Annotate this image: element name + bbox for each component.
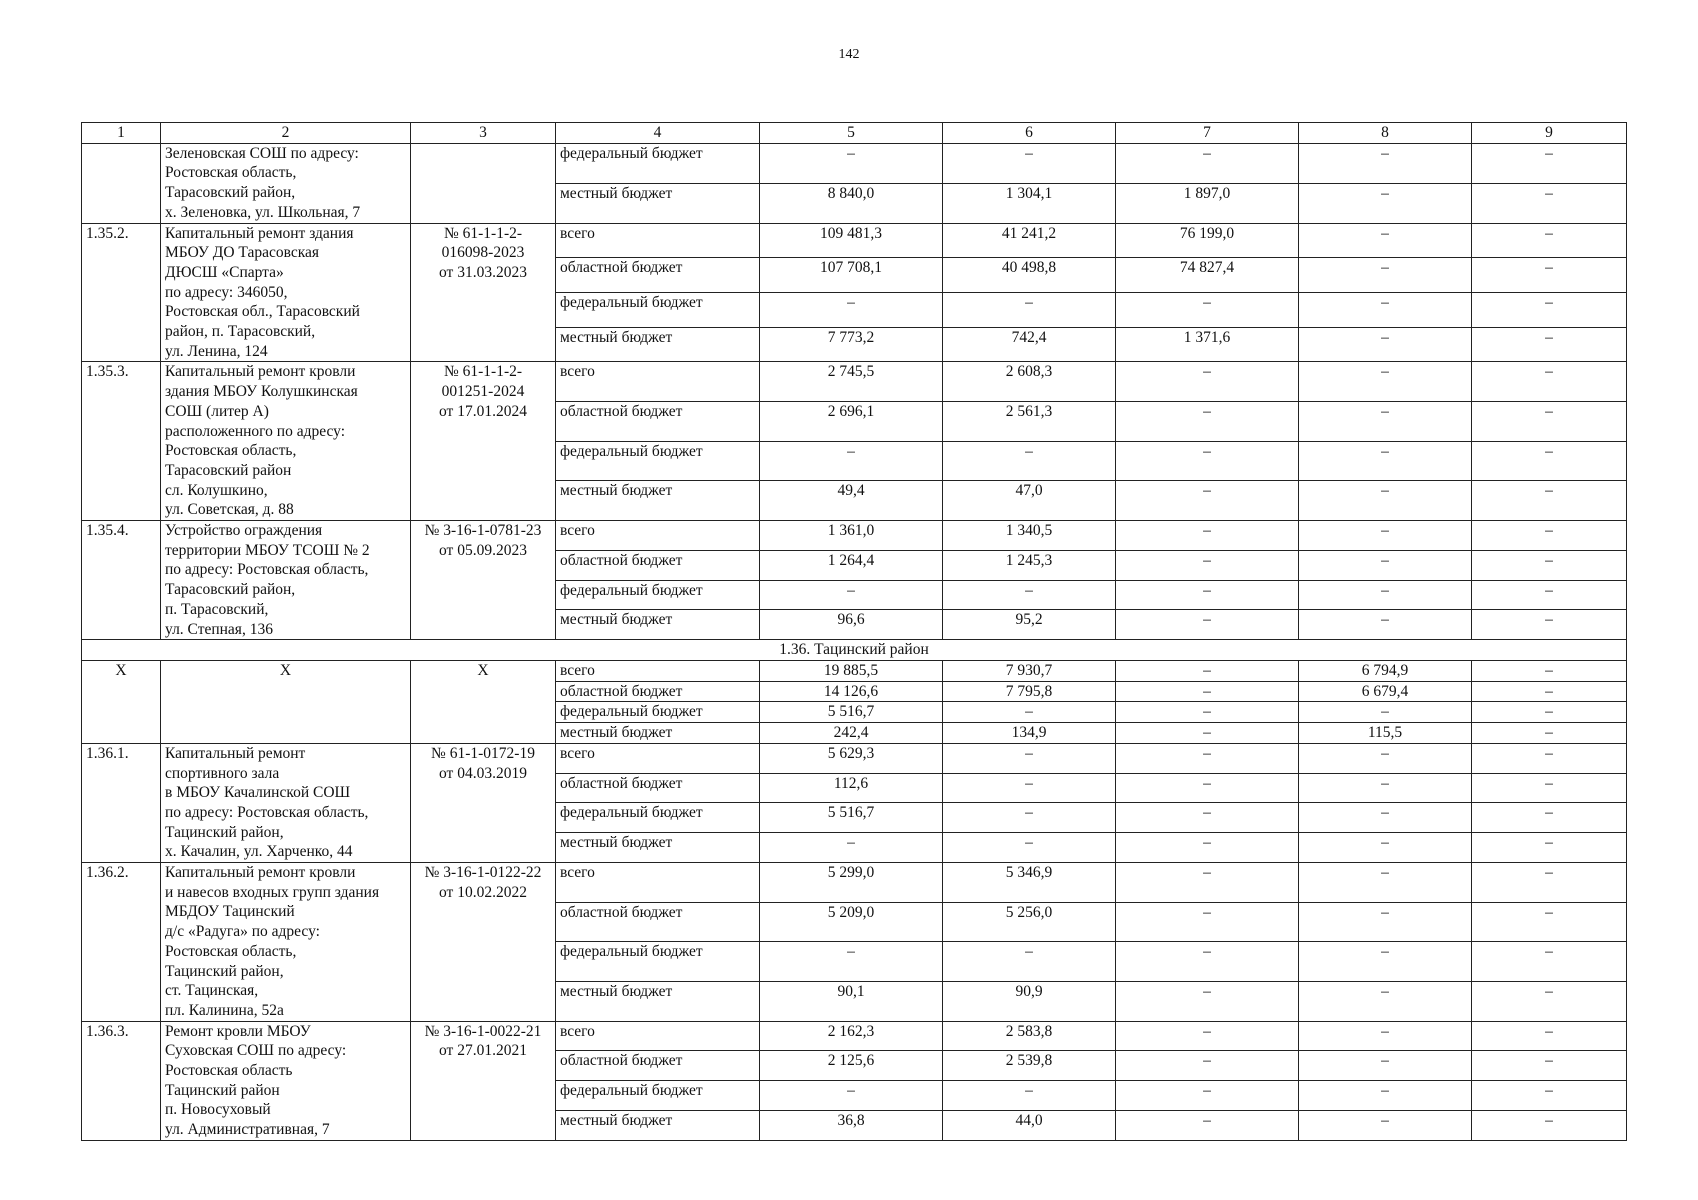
amount-cell: 5 256,0 bbox=[943, 902, 1116, 942]
amount-cell: 109 481,3 bbox=[760, 223, 943, 258]
budget-table bbox=[81, 122, 1627, 1141]
text-line: Ростовская обл., Тарасовский bbox=[165, 303, 360, 321]
amount-cell: – bbox=[1472, 362, 1627, 402]
amount-cell: – bbox=[1299, 1051, 1472, 1081]
amount-cell: – bbox=[1472, 481, 1627, 521]
amount-cell: – bbox=[1472, 610, 1627, 640]
text-line: ул. Административная, 7 bbox=[165, 1121, 330, 1139]
amount-cell: – bbox=[1116, 981, 1299, 1021]
budget-type: областной бюджет bbox=[556, 773, 760, 803]
text-line: здания МБОУ Колушкинская bbox=[165, 383, 358, 401]
amount-cell: – bbox=[760, 580, 943, 610]
amount-cell: – bbox=[1299, 863, 1472, 903]
column-number: 4 bbox=[556, 123, 760, 144]
text-line: от 04.03.2019 bbox=[439, 764, 527, 782]
amount-cell: – bbox=[1116, 580, 1299, 610]
amount-cell: – bbox=[1472, 258, 1627, 293]
document-reference bbox=[411, 1021, 556, 1140]
text-line: район, п. Тарасовский, bbox=[165, 323, 316, 341]
object-description bbox=[161, 362, 411, 521]
amount-cell: – bbox=[1472, 981, 1627, 1021]
table-row bbox=[82, 863, 1627, 903]
amount-cell: – bbox=[760, 942, 943, 982]
column-number-row bbox=[82, 123, 1627, 144]
amount-cell: – bbox=[1299, 521, 1472, 551]
amount-cell: – bbox=[1299, 223, 1472, 258]
amount-cell: 90,9 bbox=[943, 981, 1116, 1021]
text-line: п. Новосуховый bbox=[165, 1101, 271, 1119]
budget-type: федеральный бюджет bbox=[556, 143, 760, 183]
text-line: ст. Тацинская, bbox=[165, 982, 259, 1000]
amount-cell: – bbox=[1472, 773, 1627, 803]
table-row bbox=[82, 362, 1627, 402]
amount-cell: – bbox=[1472, 402, 1627, 442]
budget-type: федеральный бюджет bbox=[556, 292, 760, 327]
amount-cell: 2 583,8 bbox=[943, 1021, 1116, 1051]
amount-cell: – bbox=[1299, 1111, 1472, 1141]
amount-cell: 5 516,7 bbox=[760, 702, 943, 723]
amount-cell: 2 162,3 bbox=[760, 1021, 943, 1051]
text-line: от 10.02.2022 bbox=[439, 883, 527, 901]
item-number: 1.36.2. bbox=[82, 863, 161, 1022]
text-line: и навесов входных групп здания bbox=[165, 883, 380, 901]
amount-cell: 6 794,9 bbox=[1299, 660, 1472, 681]
amount-cell: 7 930,7 bbox=[943, 660, 1116, 681]
amount-cell: – bbox=[1299, 441, 1472, 481]
amount-cell: 5 209,0 bbox=[760, 902, 943, 942]
amount-cell: 1 304,1 bbox=[943, 183, 1116, 223]
amount-cell: – bbox=[943, 143, 1116, 183]
document-reference bbox=[411, 223, 556, 362]
amount-cell: 7 773,2 bbox=[760, 327, 943, 362]
text-line: № 3-16-1-0122-22 bbox=[424, 864, 542, 882]
amount-cell: – bbox=[1472, 183, 1627, 223]
amount-cell: – bbox=[1299, 550, 1472, 580]
text-line: Тацинский район bbox=[165, 1081, 280, 1099]
text-line: Устройство ограждения bbox=[165, 522, 323, 540]
table-row bbox=[82, 521, 1627, 551]
text-line: Зеленовская СОШ по адресу: bbox=[165, 144, 359, 162]
amount-cell: – bbox=[760, 441, 943, 481]
amount-cell: – bbox=[943, 580, 1116, 610]
document-reference bbox=[411, 743, 556, 862]
amount-cell: – bbox=[1472, 681, 1627, 702]
text-line: спортивного зала bbox=[165, 764, 280, 782]
amount-cell: – bbox=[1116, 803, 1299, 833]
amount-cell: – bbox=[1472, 292, 1627, 327]
amount-cell: 14 126,6 bbox=[760, 681, 943, 702]
column-number: 5 bbox=[760, 123, 943, 144]
amount-cell: – bbox=[1299, 942, 1472, 982]
amount-cell: 74 827,4 bbox=[1116, 258, 1299, 293]
amount-cell: – bbox=[1299, 481, 1472, 521]
budget-type: местный бюджет bbox=[556, 833, 760, 863]
budget-type: федеральный бюджет bbox=[556, 942, 760, 982]
text-line: Тацинский район, bbox=[165, 962, 284, 980]
text-line: № 61-1-0172-19 bbox=[431, 744, 535, 762]
amount-cell: – bbox=[1116, 863, 1299, 903]
amount-cell: 96,6 bbox=[760, 610, 943, 640]
amount-cell: – bbox=[1116, 1111, 1299, 1141]
amount-cell: – bbox=[1116, 402, 1299, 442]
amount-cell: 8 840,0 bbox=[760, 183, 943, 223]
text-line: Суховская СОШ по адресу: bbox=[165, 1042, 347, 1060]
budget-type: областной бюджет bbox=[556, 902, 760, 942]
text-line: Тарасовский район, bbox=[165, 184, 296, 202]
text-line: № 61-1-1-2- bbox=[443, 363, 523, 381]
amount-cell: 2 696,1 bbox=[760, 402, 943, 442]
column-number: 2 bbox=[161, 123, 411, 144]
table-row bbox=[82, 143, 1627, 183]
amount-cell: 5 629,3 bbox=[760, 743, 943, 773]
text-line: от 27.01.2021 bbox=[439, 1042, 527, 1060]
amount-cell: 742,4 bbox=[943, 327, 1116, 362]
amount-cell: – bbox=[1299, 362, 1472, 402]
amount-cell: 1 340,5 bbox=[943, 521, 1116, 551]
budget-type: областной бюджет bbox=[556, 258, 760, 293]
amount-cell: 2 539,8 bbox=[943, 1051, 1116, 1081]
amount-cell: – bbox=[1299, 803, 1472, 833]
budget-type: местный бюджет bbox=[556, 610, 760, 640]
amount-cell: 107 708,1 bbox=[760, 258, 943, 293]
text-line: по адресу: Ростовская область, bbox=[165, 803, 369, 821]
budget-type: федеральный бюджет bbox=[556, 803, 760, 833]
amount-cell: 95,2 bbox=[943, 610, 1116, 640]
amount-cell: 1 264,4 bbox=[760, 550, 943, 580]
amount-cell: 1 371,6 bbox=[1116, 327, 1299, 362]
amount-cell: – bbox=[1472, 743, 1627, 773]
text-line: пл. Калинина, 52а bbox=[165, 1001, 284, 1019]
amount-cell: – bbox=[1116, 1021, 1299, 1051]
text-line: Ростовская область, bbox=[165, 942, 297, 960]
text-line: № 61-1-1-2- bbox=[443, 224, 523, 242]
amount-cell: 2 745,5 bbox=[760, 362, 943, 402]
text-line: Тацинский район, bbox=[165, 823, 284, 841]
budget-type: федеральный бюджет bbox=[556, 441, 760, 481]
column-number: 1 bbox=[82, 123, 161, 144]
amount-cell: – bbox=[1299, 702, 1472, 723]
item-number: 1.35.2. bbox=[82, 223, 161, 362]
text-line: от 31.03.2023 bbox=[439, 263, 527, 281]
budget-type: всего bbox=[556, 1021, 760, 1051]
column-number: 6 bbox=[943, 123, 1116, 144]
text-line: территории МБОУ ТСОШ № 2 bbox=[165, 541, 370, 559]
amount-cell: – bbox=[1116, 833, 1299, 863]
text-line: сл. Колушкино, bbox=[165, 481, 268, 499]
text-line: Капитальный ремонт bbox=[165, 744, 306, 762]
amount-cell: – bbox=[760, 1081, 943, 1111]
amount-cell: 2 561,3 bbox=[943, 402, 1116, 442]
text-line: Тарасовский район, bbox=[165, 581, 296, 599]
text-line: Х bbox=[279, 661, 292, 679]
amount-cell: – bbox=[943, 803, 1116, 833]
text-line: п. Тарасовский, bbox=[165, 600, 269, 618]
amount-cell: – bbox=[1299, 773, 1472, 803]
object-description bbox=[161, 1021, 411, 1140]
document-reference bbox=[411, 362, 556, 521]
amount-cell: – bbox=[1116, 773, 1299, 803]
amount-cell: – bbox=[1472, 723, 1627, 744]
amount-cell: – bbox=[943, 702, 1116, 723]
amount-cell: – bbox=[1299, 183, 1472, 223]
amount-cell: 76 199,0 bbox=[1116, 223, 1299, 258]
text-line: Тарасовский район bbox=[165, 461, 292, 479]
amount-cell: – bbox=[760, 833, 943, 863]
budget-type: областной бюджет bbox=[556, 681, 760, 702]
amount-cell: – bbox=[943, 942, 1116, 982]
amount-cell: 134,9 bbox=[943, 723, 1116, 744]
amount-cell: – bbox=[1116, 1081, 1299, 1111]
amount-cell: – bbox=[1299, 833, 1472, 863]
amount-cell: – bbox=[943, 1081, 1116, 1111]
text-line: х. Зеленовка, ул. Школьная, 7 bbox=[165, 203, 361, 221]
table-row bbox=[82, 660, 1627, 681]
text-line: Ростовская область bbox=[165, 1062, 293, 1080]
amount-cell: – bbox=[1472, 441, 1627, 481]
amount-cell: – bbox=[1299, 258, 1472, 293]
document-reference bbox=[411, 660, 556, 743]
amount-cell: – bbox=[1472, 1111, 1627, 1141]
text-line: по адресу: 346050, bbox=[165, 283, 288, 301]
amount-cell: 242,4 bbox=[760, 723, 943, 744]
amount-cell: – bbox=[943, 743, 1116, 773]
amount-cell: 47,0 bbox=[943, 481, 1116, 521]
text-line: по адресу: Ростовская область, bbox=[165, 561, 369, 579]
budget-type: всего bbox=[556, 743, 760, 773]
amount-cell: – bbox=[1299, 292, 1472, 327]
text-line: от 05.09.2023 bbox=[439, 541, 527, 559]
amount-cell: 5 516,7 bbox=[760, 803, 943, 833]
amount-cell: – bbox=[1299, 610, 1472, 640]
text-line: № 3-16-1-0022-21 bbox=[424, 1022, 542, 1040]
object-description bbox=[161, 863, 411, 1022]
amount-cell: – bbox=[1299, 1021, 1472, 1051]
column-number: 8 bbox=[1299, 123, 1472, 144]
amount-cell: 40 498,8 bbox=[943, 258, 1116, 293]
amount-cell: – bbox=[1116, 550, 1299, 580]
budget-type: всего bbox=[556, 362, 760, 402]
amount-cell: – bbox=[1472, 863, 1627, 903]
text-line: в МБОУ Качалинской СОШ bbox=[165, 784, 351, 802]
text-line: ул. Степная, 136 bbox=[165, 620, 273, 638]
item-number: 1.35.3. bbox=[82, 362, 161, 521]
budget-type: федеральный бюджет bbox=[556, 580, 760, 610]
item-number bbox=[82, 143, 161, 223]
text-line: от 17.01.2024 bbox=[439, 402, 527, 420]
budget-type: областной бюджет bbox=[556, 402, 760, 442]
amount-cell: 2 125,6 bbox=[760, 1051, 943, 1081]
amount-cell: – bbox=[1472, 1051, 1627, 1081]
amount-cell: 5 299,0 bbox=[760, 863, 943, 903]
text-line: х. Качалин, ул. Харченко, 44 bbox=[165, 843, 353, 861]
amount-cell: 6 679,4 bbox=[1299, 681, 1472, 702]
text-line: Ростовская область, bbox=[165, 442, 297, 460]
text-line: 001251-2024 bbox=[441, 383, 525, 401]
amount-cell: – bbox=[943, 441, 1116, 481]
amount-cell: 1 897,0 bbox=[1116, 183, 1299, 223]
text-line: Ростовская область, bbox=[165, 164, 297, 182]
amount-cell: 1 245,3 bbox=[943, 550, 1116, 580]
text-line: Ремонт кровли МБОУ bbox=[165, 1022, 311, 1040]
text-line: МБОУ ДО Тарасовская bbox=[165, 244, 320, 262]
text-line: № 3-16-1-0781-23 bbox=[424, 522, 542, 540]
amount-cell: – bbox=[1116, 743, 1299, 773]
text-line: Капитальный ремонт здания bbox=[165, 224, 354, 242]
amount-cell: – bbox=[1299, 580, 1472, 610]
amount-cell: – bbox=[1116, 681, 1299, 702]
budget-type: местный бюджет bbox=[556, 1111, 760, 1141]
document-reference bbox=[411, 521, 556, 640]
amount-cell: – bbox=[1116, 942, 1299, 982]
text-line: Х bbox=[477, 661, 489, 679]
budget-type: местный бюджет bbox=[556, 327, 760, 362]
text-line: д/с «Радуга» по адресу: bbox=[165, 923, 320, 941]
amount-cell: – bbox=[760, 292, 943, 327]
amount-cell: – bbox=[1116, 441, 1299, 481]
text-line: Капитальный ремонт кровли bbox=[165, 363, 356, 381]
amount-cell: – bbox=[1116, 362, 1299, 402]
amount-cell: – bbox=[1472, 833, 1627, 863]
column-number: 9 bbox=[1472, 123, 1627, 144]
amount-cell: 49,4 bbox=[760, 481, 943, 521]
amount-cell: – bbox=[1116, 292, 1299, 327]
amount-cell: – bbox=[1116, 660, 1299, 681]
budget-type: местный бюджет bbox=[556, 981, 760, 1021]
amount-cell: – bbox=[1472, 1021, 1627, 1051]
item-number: 1.35.4. bbox=[82, 521, 161, 640]
amount-cell: – bbox=[1472, 1081, 1627, 1111]
budget-type: областной бюджет bbox=[556, 1051, 760, 1081]
amount-cell: – bbox=[1299, 1081, 1472, 1111]
amount-cell: – bbox=[943, 773, 1116, 803]
amount-cell: – bbox=[1116, 1051, 1299, 1081]
amount-cell: – bbox=[1299, 402, 1472, 442]
amount-cell: – bbox=[1472, 702, 1627, 723]
document-reference bbox=[411, 863, 556, 1022]
amount-cell: – bbox=[1472, 143, 1627, 183]
document-reference bbox=[411, 143, 556, 223]
budget-type: всего bbox=[556, 660, 760, 681]
amount-cell: 90,1 bbox=[760, 981, 943, 1021]
budget-type: местный бюджет bbox=[556, 723, 760, 744]
amount-cell: – bbox=[1299, 327, 1472, 362]
amount-cell: – bbox=[1472, 942, 1627, 982]
amount-cell: – bbox=[1472, 803, 1627, 833]
text-line: СОШ (литер А) bbox=[165, 402, 269, 420]
amount-cell: – bbox=[1472, 223, 1627, 258]
budget-type: всего bbox=[556, 521, 760, 551]
amount-cell: 112,6 bbox=[760, 773, 943, 803]
amount-cell: – bbox=[1116, 610, 1299, 640]
amount-cell: – bbox=[943, 833, 1116, 863]
text-line: Капитальный ремонт кровли bbox=[165, 864, 356, 882]
amount-cell: 44,0 bbox=[943, 1111, 1116, 1141]
amount-cell: – bbox=[1299, 981, 1472, 1021]
budget-type: всего bbox=[556, 863, 760, 903]
section-title: 1.36. Тацинский район bbox=[82, 640, 1627, 661]
object-description bbox=[161, 521, 411, 640]
amount-cell: – bbox=[943, 292, 1116, 327]
budget-type: федеральный бюджет bbox=[556, 702, 760, 723]
budget-type: местный бюджет bbox=[556, 183, 760, 223]
object-description bbox=[161, 223, 411, 362]
amount-cell: – bbox=[1472, 902, 1627, 942]
amount-cell: – bbox=[1472, 327, 1627, 362]
amount-cell: 2 608,3 bbox=[943, 362, 1116, 402]
text-line: ул. Ленина, 124 bbox=[165, 342, 268, 360]
amount-cell: – bbox=[1472, 521, 1627, 551]
amount-cell: 1 361,0 bbox=[760, 521, 943, 551]
amount-cell: 36,8 bbox=[760, 1111, 943, 1141]
budget-type: областной бюджет bbox=[556, 550, 760, 580]
amount-cell: – bbox=[1116, 481, 1299, 521]
amount-cell: – bbox=[1472, 660, 1627, 681]
object-description bbox=[161, 660, 411, 743]
amount-cell: – bbox=[1299, 743, 1472, 773]
amount-cell: 7 795,8 bbox=[943, 681, 1116, 702]
section-row bbox=[82, 640, 1627, 661]
table-row bbox=[82, 743, 1627, 773]
budget-type: всего bbox=[556, 223, 760, 258]
amount-cell: 115,5 bbox=[1299, 723, 1472, 744]
amount-cell: 5 346,9 bbox=[943, 863, 1116, 903]
text-line: ул. Советская, д. 88 bbox=[165, 501, 294, 519]
budget-type: федеральный бюджет bbox=[556, 1081, 760, 1111]
amount-cell: – bbox=[1116, 723, 1299, 744]
item-number: 1.36.3. bbox=[82, 1021, 161, 1140]
amount-cell: – bbox=[1116, 521, 1299, 551]
table-row bbox=[82, 223, 1627, 258]
amount-cell: – bbox=[1116, 143, 1299, 183]
item-number: Х bbox=[82, 660, 161, 743]
amount-cell: – bbox=[1299, 143, 1472, 183]
page-number: 142 bbox=[838, 47, 860, 62]
amount-cell: – bbox=[1116, 902, 1299, 942]
amount-cell: – bbox=[1116, 702, 1299, 723]
amount-cell: – bbox=[1472, 550, 1627, 580]
budget-type: местный бюджет bbox=[556, 481, 760, 521]
amount-cell: – bbox=[1472, 580, 1627, 610]
table-row bbox=[82, 1021, 1627, 1051]
item-number: 1.36.1. bbox=[82, 743, 161, 862]
amount-cell: 41 241,2 bbox=[943, 223, 1116, 258]
amount-cell: – bbox=[1299, 902, 1472, 942]
column-number: 3 bbox=[411, 123, 556, 144]
amount-cell: – bbox=[760, 143, 943, 183]
text-line: ДЮСШ «Спарта» bbox=[165, 263, 284, 281]
object-description bbox=[161, 743, 411, 862]
text-line: МБДОУ Тацинский bbox=[165, 903, 295, 921]
text-line: расположенного по адресу: bbox=[165, 422, 345, 440]
object-description bbox=[161, 143, 411, 223]
text-line: 016098-2023 bbox=[441, 244, 525, 262]
amount-cell: 19 885,5 bbox=[760, 660, 943, 681]
column-number: 7 bbox=[1116, 123, 1299, 144]
